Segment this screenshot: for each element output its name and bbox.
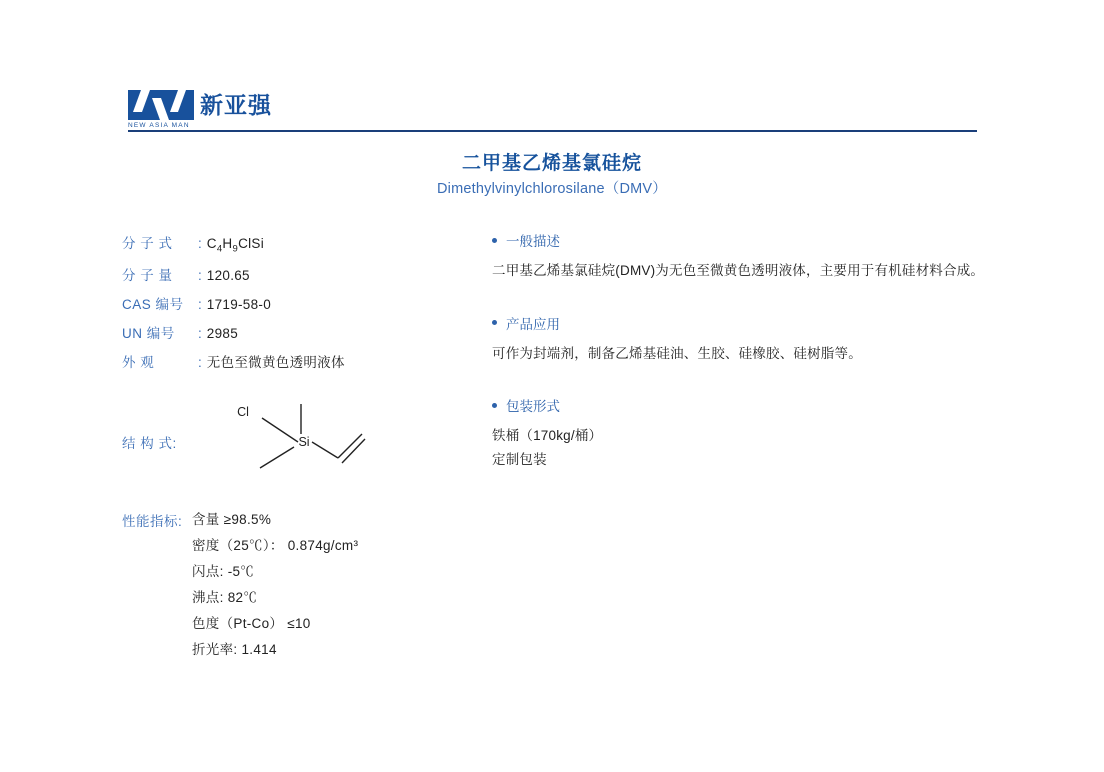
bullet-icon (492, 403, 497, 408)
section-heading (492, 230, 1012, 250)
company-logo (128, 90, 976, 120)
section-packaging (492, 395, 1012, 471)
section-line: 定制包装 (492, 451, 547, 467)
description-sections (492, 230, 1012, 502)
svg-text:Cl: Cl (237, 405, 249, 419)
property-value: 2985 (206, 325, 238, 341)
bullet-icon (492, 320, 497, 325)
section-heading (492, 395, 1012, 415)
performance-label: 性能指标: (122, 514, 183, 529)
property-label: CAS 编号 (122, 296, 184, 312)
property-label: 分 子 式 (122, 236, 173, 251)
property-row (122, 264, 452, 284)
property-value: 120.65 (206, 267, 250, 283)
property-value-formula: $C_4H_9ClSi$ (206, 236, 265, 255)
property-value: 1719-58-0 (206, 296, 272, 312)
section-heading (492, 313, 1012, 333)
property-colon: : (198, 325, 202, 341)
property-colon: : (198, 267, 202, 283)
section-body (492, 424, 1012, 471)
logo-name-en: NEW ASIA MAN (128, 122, 190, 129)
bullet-icon (492, 238, 497, 243)
performance-list (192, 508, 482, 658)
section-body (492, 342, 1012, 366)
performance-item: 密度（25℃）： 0.874g/cm³ (192, 538, 359, 553)
performance-item: 闪点: -5℃ (192, 564, 255, 579)
section-product-application (492, 313, 1012, 366)
section-line: 可作为封端剂，制备乙烯基硅油、生胶、硅橡胶、硅树脂等。 (492, 345, 862, 361)
property-row (122, 351, 452, 371)
logo-name-cn: 新亚强 (200, 93, 272, 119)
property-value: 无色至微黄色透明液体 (206, 354, 345, 370)
property-label: UN 编号 (122, 325, 175, 341)
performance-item: 折光率: 1.414 (192, 642, 277, 657)
property-colon: : (198, 236, 202, 251)
property-colon: : (198, 354, 202, 370)
molecule-structure-diagram (202, 390, 402, 490)
performance-item: 含量 ≥98.5% (192, 512, 272, 527)
performance-item: 色度（Pt-Co） ≤10 (192, 616, 311, 631)
section-heading-label: 包装形式 (506, 399, 560, 415)
section-heading-label: 产品应用 (506, 316, 560, 332)
property-label: 外 观 (122, 354, 155, 370)
property-list (122, 232, 452, 380)
section-body (492, 259, 1012, 283)
section-general-description (492, 230, 1012, 283)
property-colon: : (198, 296, 202, 312)
property-label: 分 子 量 (122, 267, 173, 283)
section-line: 铁桶（170kg/桶） (492, 428, 603, 444)
section-heading-label: 一般描述 (506, 234, 560, 249)
page-title: 二甲基乙烯基氯硅烷 (461, 152, 642, 174)
svg-text:Si: Si (298, 435, 310, 449)
property-row (122, 232, 452, 255)
property-row (122, 293, 452, 313)
property-row (122, 322, 452, 342)
section-line: 二甲基乙烯基氯硅烷(DMV)为无色至微黄色透明液体，主要用于有机硅材料合成。 (492, 263, 985, 278)
page-subtitle: Dimethylvinylchlorosilane（DMV） (436, 181, 667, 197)
logo-mark-icon (128, 90, 194, 120)
structure-formula-block (122, 390, 462, 490)
structure-formula-label: 结 构 式: (122, 436, 177, 451)
performance-block (122, 508, 482, 664)
header-divider (128, 130, 977, 132)
performance-item: 沸点: 82℃ (192, 590, 258, 605)
